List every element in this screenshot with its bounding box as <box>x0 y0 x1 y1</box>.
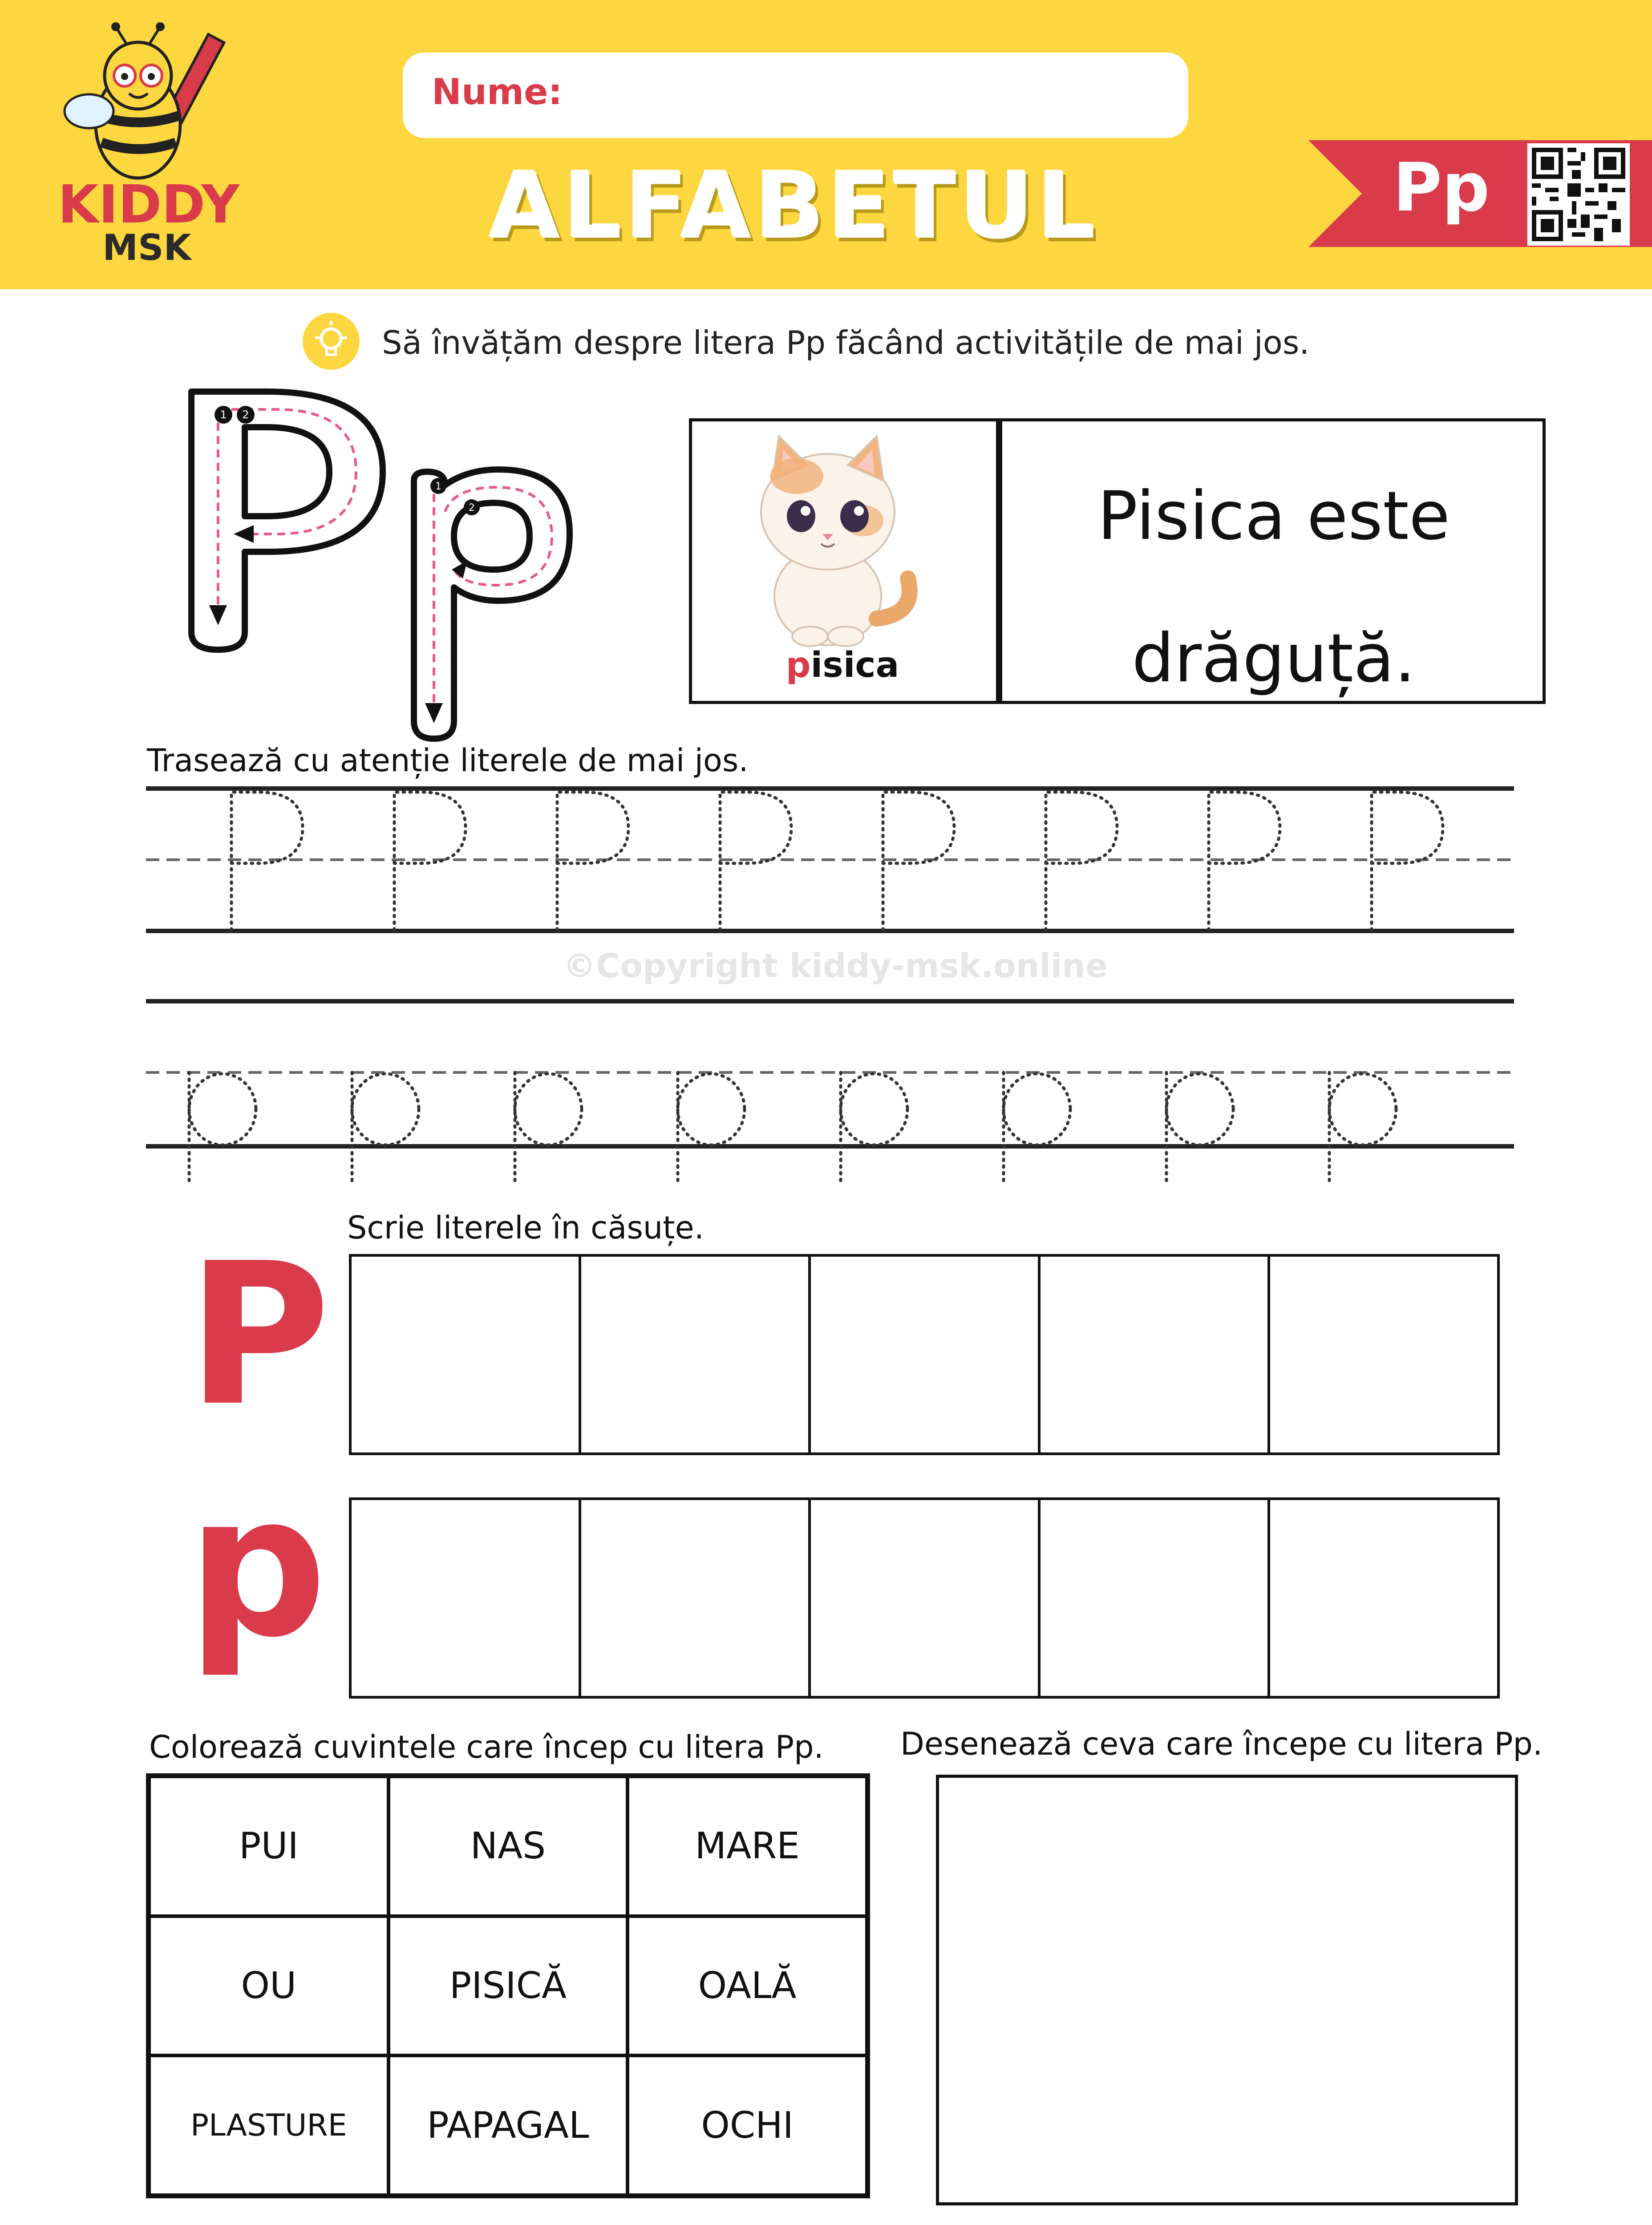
word-cell[interactable]: MARE <box>628 1776 867 1916</box>
sentence-line-1: Pisica este <box>1097 477 1450 555</box>
word-cell[interactable]: OU <box>149 1916 389 2056</box>
trace-letter-lower[interactable] <box>1166 1072 1233 1184</box>
caption-rest: isica <box>810 645 899 685</box>
coloring-instruction: Colorează cuvintele care încep cu litera Pp. <box>149 1729 824 1765</box>
trace-letter-lower[interactable] <box>1329 1072 1396 1184</box>
word-cell[interactable]: PUI <box>149 1776 389 1916</box>
stroke-number-2: 2 <box>242 409 249 421</box>
card-divider <box>996 418 1002 704</box>
stroke-number-2-lower: 2 <box>469 502 475 514</box>
cat-illustration <box>730 427 926 650</box>
red-lowercase-p: p <box>187 1452 327 1680</box>
picture-caption <box>689 645 996 685</box>
tracing-area[interactable] <box>142 779 1518 1197</box>
write-box[interactable] <box>1038 1497 1270 1699</box>
letter-stroke-guide <box>178 383 632 748</box>
write-box[interactable] <box>808 1254 1041 1455</box>
logo-text-msk: MSK <box>102 227 191 268</box>
write-box[interactable] <box>579 1254 811 1455</box>
trace-letter-lower[interactable] <box>678 1072 745 1184</box>
letter-badge: Pp <box>1393 149 1490 227</box>
lowercase-p-outline <box>414 469 570 739</box>
word-grid <box>146 1773 870 2198</box>
tracing-instruction: Trasează cu atenție literele de mai jos. <box>147 742 749 779</box>
word-cell[interactable]: OCHI <box>628 2055 867 2195</box>
write-box[interactable] <box>1038 1254 1270 1455</box>
trace-letter-lower[interactable] <box>841 1072 907 1184</box>
trace-letter-lower[interactable] <box>1004 1072 1070 1184</box>
qr-code[interactable] <box>1527 143 1630 246</box>
caption-first-letter: p <box>786 645 811 685</box>
drawing-box[interactable] <box>936 1775 1518 2205</box>
copyright-watermark: ©Copyright kiddy-msk.online <box>563 947 1108 985</box>
word-cell[interactable]: NAS <box>389 1776 628 1916</box>
lowercase-boxes-row <box>349 1497 1500 1699</box>
write-box[interactable] <box>808 1497 1041 1699</box>
picture-sentence <box>1002 445 1545 730</box>
word-cell[interactable]: OALĂ <box>628 1916 867 2056</box>
write-box[interactable] <box>1267 1497 1500 1699</box>
write-box[interactable] <box>349 1254 581 1455</box>
sentence-line-2: drăguță. <box>1132 620 1416 697</box>
word-cell[interactable]: PISICĂ <box>389 1916 628 2056</box>
boxes-instruction: Scrie literele în căsuțe. <box>347 1210 704 1246</box>
write-box[interactable] <box>579 1497 811 1699</box>
write-box[interactable] <box>1267 1254 1500 1455</box>
write-box[interactable] <box>349 1497 581 1699</box>
intro-text: Să învățăm despre litera Pp făcând activitățile de mai jos. <box>382 324 1310 361</box>
logo-text-kiddy: KIDDY <box>58 174 240 235</box>
uppercase-boxes-row <box>349 1254 1500 1455</box>
stroke-number-1: 1 <box>220 409 227 421</box>
word-cell[interactable]: PAPAGAL <box>389 2055 628 2195</box>
trace-letter-lower[interactable] <box>352 1072 419 1184</box>
trace-letter-lower[interactable] <box>189 1072 256 1184</box>
name-label: Nume: <box>432 71 563 113</box>
red-uppercase-p: P <box>187 1221 331 1449</box>
stroke-number-1-lower: 1 <box>435 481 441 492</box>
page-title: ALFABETUL <box>490 154 1099 259</box>
trace-letter-lower[interactable] <box>515 1072 582 1184</box>
lightbulb-icon <box>303 313 360 370</box>
word-cell[interactable]: PLASTURE <box>149 2055 389 2195</box>
drawing-instruction: Desenează ceva care începe cu litera Pp. <box>900 1726 1543 1762</box>
